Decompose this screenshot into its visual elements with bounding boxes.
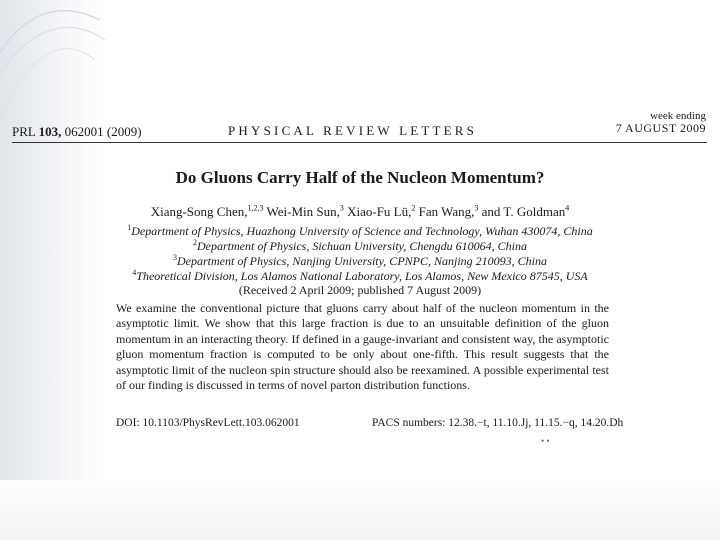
journal-name: PHYSICAL REVIEW LETTERS [228,123,478,138]
citation-prefix: PRL [12,124,36,139]
issue-date: 7 AUGUST 2009 [615,121,706,135]
issue-info [616,110,706,135]
author: Xiao-Fu Lü,$^2$ [347,204,416,220]
affiliation-3: $^3$Department of Physics, Nanjing University, CPNPC, Nanjing 210093, China [173,253,547,268]
affiliation-2: $^2$Department of Physics, Sichuan University, Chengdu 610064, China [193,238,527,253]
week-ending-label: week ending [650,110,706,122]
affiliation-4: $^4$Theoretical Division, Los Alamos National Laboratory, Los Alamos, New Mexico 87545, USA [132,268,588,283]
affiliation-1: $^1$Department of Physics, Huazhong University of Science and Technology, Wuhan 430074, China [127,223,593,238]
doi-label: DOI: [116,417,140,429]
pacs-numbers: PACS numbers: 12.38.−t, 11.10.Jj, 11.15.−q, 14.20.Dh [372,417,624,429]
doi-line [116,417,300,429]
stray-mark: • • [541,436,550,446]
author: Wei-Min Sun,$^3$ [266,204,344,220]
citation-rest: 062001 (2009) [64,124,142,139]
author: and T. Goldman$^4$ [481,204,570,220]
received-dates: (Received 2 April 2009; published 7 August 2009) [238,283,482,297]
paper-title: Do Gluons Carry Half of the Nucleon Momentum? [175,168,545,187]
citation-volume: 103, [38,124,62,139]
abstract: We examine the conventional picture that gluons carry about half of the nucleon momentum in the asymptotic limit. We show that this large fraction is due to an unsuitable definition of the gluon momentum in an interacting theory. If defined in a gauge-invariant and consistent way, the asymptotic gluon momentum fraction is computed to be only about one-fifth. This result suggests that the asymptotic limit of the nucleon spin structure should also be reexamined. A possible experimental test of our finding is discussed in terms of novel parton distribution functions. [116,301,609,393]
author-list [0,204,720,220]
author: Xiang-Song Chen,$^{1,2,3}$ [150,204,264,220]
author: Fan Wang,$^3$ [418,204,479,220]
doi-link[interactable]: 10.1103/PhysRevLett.103.062001 [142,417,300,429]
citation [12,124,142,140]
header-rule [12,142,707,143]
